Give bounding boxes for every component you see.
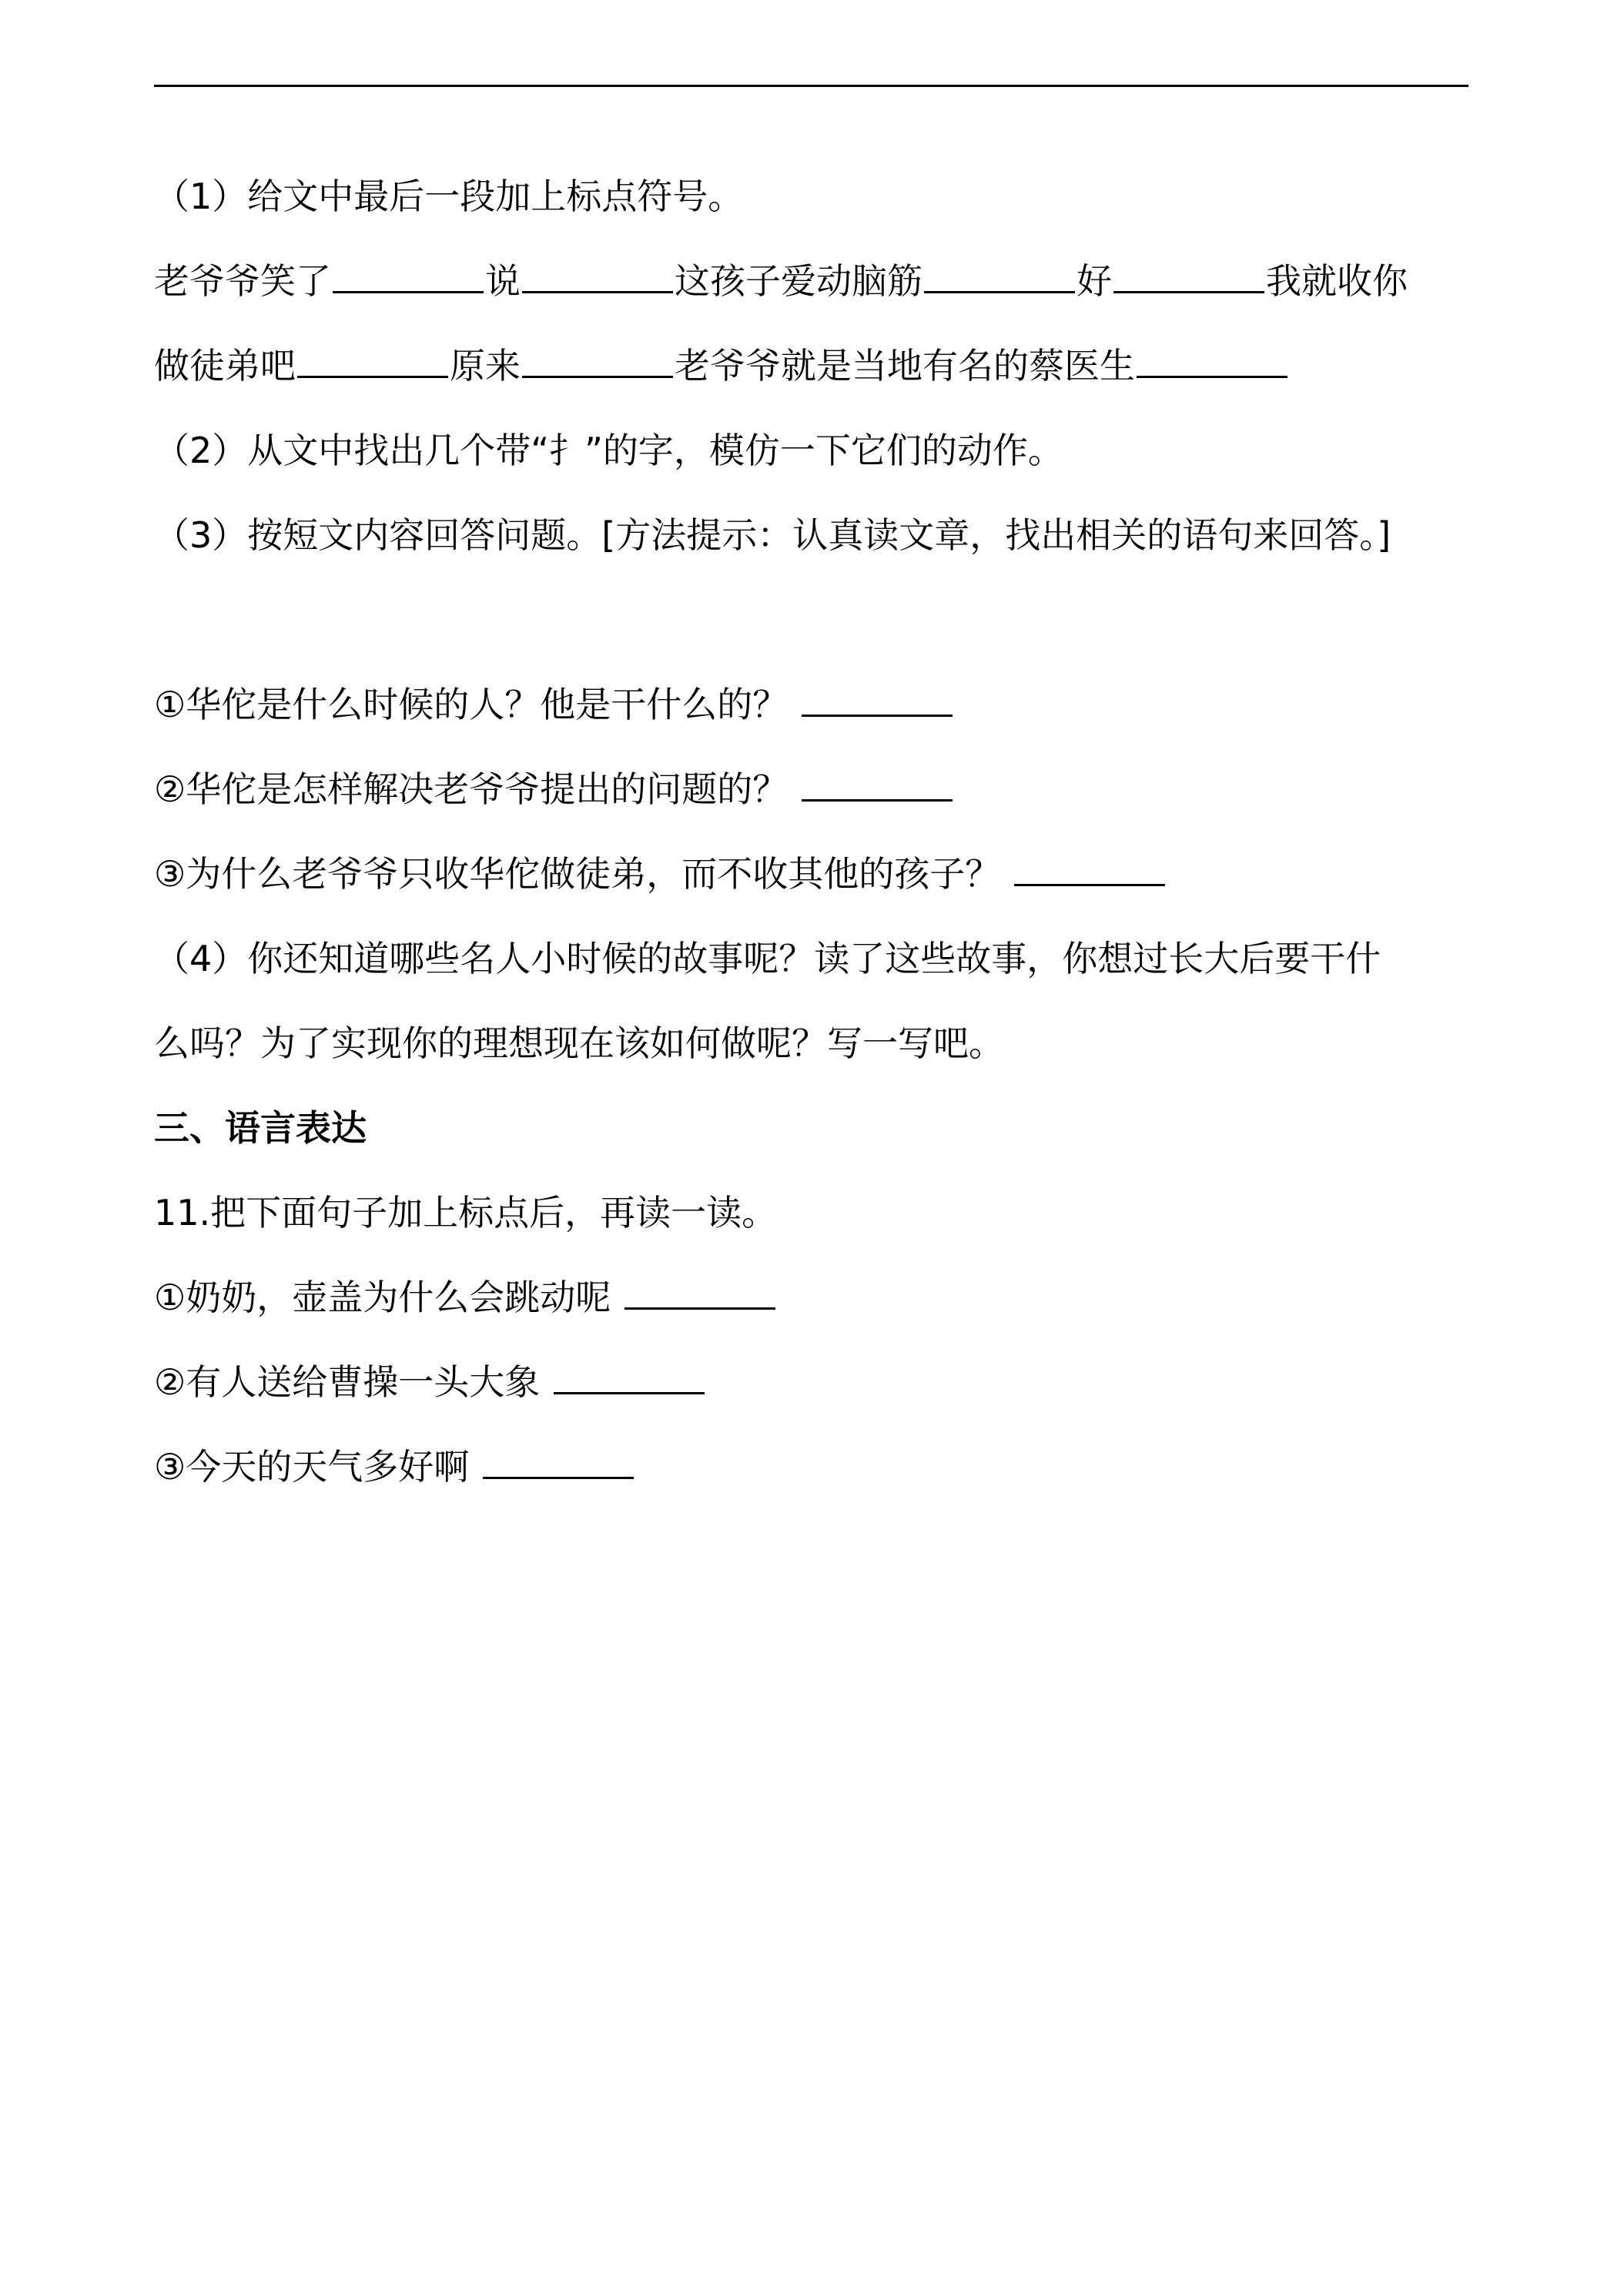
answer-blank[interactable] — [554, 1369, 705, 1394]
q3-item-2-text: ②华佗是怎样解决老爷爷提出的问题的？ — [154, 768, 789, 810]
q11-item-2-text: ②有人送给曹操一头大象 — [154, 1361, 541, 1403]
q11-item-3 — [154, 1424, 1478, 1509]
q1-text-3: 这孩子爱动脑筋 — [675, 260, 922, 302]
answer-blank[interactable] — [802, 776, 953, 802]
q3-item-3-text: ③为什么老爷爷只收华佗做徒弟，而不收其他的孩子？ — [154, 853, 1001, 895]
answer-blank[interactable] — [333, 268, 484, 293]
q1-text-4: 好 — [1077, 260, 1112, 302]
answer-blank[interactable] — [1014, 861, 1165, 886]
header-rule — [154, 85, 1468, 87]
q3-item-3 — [154, 832, 1478, 916]
q1-sentence-line-2 — [154, 323, 1478, 408]
q11-item-1-text: ①奶奶，壶盖为什么会跳动呢 — [154, 1277, 611, 1318]
q1-sentence-line-1 — [154, 239, 1478, 323]
q11-prompt: 11.把下面句子加上标点后，再读一读。 — [154, 1192, 778, 1233]
q4-prompt-line-2: 么吗？为了实现你的理想现在该如何做呢？写一写吧。 — [154, 1022, 1004, 1064]
q3-prompt: （3）按短文内容回答问题。[方法提示：认真读文章，找出相关的语句来回答。] — [154, 514, 1391, 556]
q1-text-7: 原来 — [450, 345, 521, 387]
q3-item-1 — [154, 662, 1478, 747]
q4-prompt-line-1: （4）你还知道哪些名人小时候的故事呢？读了这些故事，你想过长大后要干什 — [154, 938, 1381, 979]
q11-item-2 — [154, 1340, 1478, 1424]
answer-blank[interactable] — [624, 1284, 775, 1310]
q2-prompt: （2）从文中找出几个带“扌”的字，模仿一下它们的动作。 — [154, 430, 1063, 471]
worksheet-content — [154, 154, 1478, 1509]
section-heading: 三、语言表达 — [154, 1107, 367, 1149]
q3-item-1-text: ①华佗是什么时候的人？他是干什么的？ — [154, 684, 789, 725]
q1-text-6: 做徒弟吧 — [154, 345, 296, 387]
answer-blank[interactable] — [802, 691, 953, 717]
q1-text-8: 老爷爷就是当地有名的蔡医生 — [675, 345, 1135, 387]
answer-blank[interactable] — [1137, 353, 1287, 378]
q1-text-2: 说 — [485, 260, 521, 302]
answer-blank[interactable] — [1113, 268, 1264, 293]
answer-blank[interactable] — [522, 268, 673, 293]
answer-blank[interactable] — [522, 353, 673, 378]
q3-item-2 — [154, 747, 1478, 832]
spacer — [154, 577, 1478, 662]
q11-item-3-text: ③今天的天气多好啊 — [154, 1446, 470, 1488]
q1-text-1: 老爷爷笑了 — [154, 260, 331, 302]
answer-blank[interactable] — [924, 268, 1075, 293]
answer-blank[interactable] — [297, 353, 448, 378]
q1-text-5: 我就收你 — [1266, 260, 1408, 302]
answer-blank[interactable] — [483, 1454, 634, 1479]
q1-prompt: （1）给文中最后一段加上标点符号。 — [154, 176, 744, 217]
q11-item-1 — [154, 1255, 1478, 1340]
